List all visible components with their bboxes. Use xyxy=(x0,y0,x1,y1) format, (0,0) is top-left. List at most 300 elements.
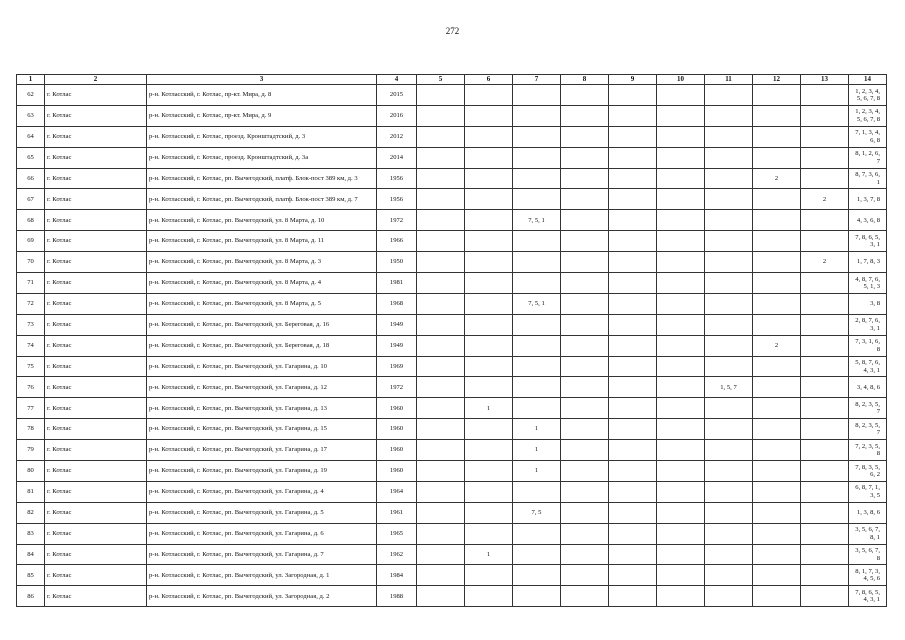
table-cell-col-13 xyxy=(801,565,849,586)
table-cell-col-13 xyxy=(801,356,849,377)
table-cell-col-10 xyxy=(657,502,705,523)
table-cell-col-9 xyxy=(609,85,657,106)
column-header-4: 4 xyxy=(377,75,417,85)
table-cell-col-6 xyxy=(465,126,513,147)
table-cell-col-6 xyxy=(465,168,513,189)
table-cell-col-7 xyxy=(513,377,561,398)
column-header-6: 6 xyxy=(465,75,513,85)
table-cell-col-9 xyxy=(609,440,657,461)
table-cell-col-11 xyxy=(705,105,753,126)
table-cell-col-5 xyxy=(417,210,465,231)
table-cell-col-14: 3, 5, 6, 7, 8 xyxy=(849,544,887,565)
table-cell-col-10 xyxy=(657,210,705,231)
table-cell-col-5 xyxy=(417,398,465,419)
table-cell-col-12 xyxy=(753,461,801,482)
table-cell-col-8 xyxy=(561,523,609,544)
table-cell-col-3: р-н. Котласский, г. Котлас, рп. Вычегодский, ул. 8 Марта, д. 10 xyxy=(147,210,377,231)
table-row xyxy=(17,231,887,252)
table-cell-col-4: 1961 xyxy=(377,502,417,523)
table-cell-col-7 xyxy=(513,481,561,502)
table-cell-col-8 xyxy=(561,398,609,419)
table-cell-col-9 xyxy=(609,189,657,210)
table-cell-col-8 xyxy=(561,189,609,210)
table-cell-col-13 xyxy=(801,335,849,356)
table-cell-col-12: 2 xyxy=(753,168,801,189)
table-cell-col-2: г. Котлас xyxy=(45,314,147,335)
column-header-12: 12 xyxy=(753,75,801,85)
table-cell-col-3: р-н. Котласский, г. Котлас, рп. Вычегодский, ул. Гагарина, д. 6 xyxy=(147,523,377,544)
table-cell-col-12 xyxy=(753,398,801,419)
table-cell-col-2: г. Котлас xyxy=(45,523,147,544)
table-cell-col-12 xyxy=(753,293,801,314)
table-cell-col-6 xyxy=(465,356,513,377)
table-cell-col-13 xyxy=(801,523,849,544)
table-cell-col-1: 85 xyxy=(17,565,45,586)
column-header-8: 8 xyxy=(561,75,609,85)
table-cell-col-3: р-н. Котласский, г. Котлас, рп. Вычегодский, ул. Гагарина, д. 19 xyxy=(147,461,377,482)
table-cell-col-5 xyxy=(417,293,465,314)
table-cell-col-6 xyxy=(465,252,513,273)
table-row xyxy=(17,85,887,106)
table-cell-col-10 xyxy=(657,314,705,335)
table-cell-col-11 xyxy=(705,147,753,168)
table-cell-col-1: 66 xyxy=(17,168,45,189)
table-cell-col-12 xyxy=(753,189,801,210)
table-cell-col-13 xyxy=(801,273,849,294)
table-cell-col-1: 64 xyxy=(17,126,45,147)
table-cell-col-8 xyxy=(561,544,609,565)
table-cell-col-11 xyxy=(705,481,753,502)
table-row xyxy=(17,461,887,482)
table-cell-col-3: р-н. Котласский, г. Котлас, проезд. Кронштадтский, д. 3а xyxy=(147,147,377,168)
table-cell-col-8 xyxy=(561,356,609,377)
table-cell-col-13 xyxy=(801,147,849,168)
table-cell-col-4: 1965 xyxy=(377,523,417,544)
table-cell-col-13 xyxy=(801,210,849,231)
table-cell-col-14: 3, 4, 8, 6 xyxy=(849,377,887,398)
table-cell-col-1: 71 xyxy=(17,273,45,294)
table-cell-col-6 xyxy=(465,523,513,544)
table-cell-col-7 xyxy=(513,252,561,273)
table-cell-col-8 xyxy=(561,147,609,168)
table-row xyxy=(17,273,887,294)
table-cell-col-9 xyxy=(609,481,657,502)
table-cell-col-6 xyxy=(465,377,513,398)
table-cell-col-1: 76 xyxy=(17,377,45,398)
table-cell-col-1: 86 xyxy=(17,586,45,607)
table-cell-col-2: г. Котлас xyxy=(45,273,147,294)
table-cell-col-10 xyxy=(657,377,705,398)
table-cell-col-13: 2 xyxy=(801,189,849,210)
table-cell-col-10 xyxy=(657,189,705,210)
table-cell-col-8 xyxy=(561,252,609,273)
table-cell-col-5 xyxy=(417,314,465,335)
table-cell-col-2: г. Котлас xyxy=(45,335,147,356)
table-cell-col-9 xyxy=(609,565,657,586)
page-number: 272 xyxy=(445,26,460,36)
table-cell-col-13 xyxy=(801,105,849,126)
table-row xyxy=(17,481,887,502)
table-cell-col-14: 8, 7, 3, 6, 1 xyxy=(849,168,887,189)
table-row xyxy=(17,147,887,168)
table-cell-col-12 xyxy=(753,126,801,147)
table-cell-col-11 xyxy=(705,356,753,377)
table-cell-col-4: 1960 xyxy=(377,419,417,440)
table-cell-col-13 xyxy=(801,314,849,335)
table-cell-col-13: 2 xyxy=(801,252,849,273)
table-row xyxy=(17,335,887,356)
table-cell-col-11 xyxy=(705,252,753,273)
table-cell-col-3: р-н. Котласский, г. Котлас, рп. Вычегодский, ул. Гагарина, д. 5 xyxy=(147,502,377,523)
table-cell-col-4: 1966 xyxy=(377,231,417,252)
table-cell-col-14: 4, 3, 6, 8 xyxy=(849,210,887,231)
table-row xyxy=(17,105,887,126)
table-cell-col-3: р-н. Котласский, г. Котлас, рп. Вычегодский, ул. Гагарина, д. 7 xyxy=(147,544,377,565)
table-cell-col-9 xyxy=(609,461,657,482)
table-cell-col-11 xyxy=(705,440,753,461)
table-cell-col-11 xyxy=(705,544,753,565)
table-cell-col-5 xyxy=(417,461,465,482)
table-cell-col-7 xyxy=(513,273,561,294)
table-cell-col-4: 2016 xyxy=(377,105,417,126)
column-header-1: 1 xyxy=(17,75,45,85)
table-cell-col-3: р-н. Котласский, г. Котлас, рп. Вычегодский, ул. Загородная, д. 2 xyxy=(147,586,377,607)
table-cell-col-10 xyxy=(657,440,705,461)
table-cell-col-14: 7, 8, 3, 5, 6, 2 xyxy=(849,461,887,482)
table-cell-col-3: р-н. Котласский, г. Котлас, рп. Вычегодский, ул. 8 Марта, д. 4 xyxy=(147,273,377,294)
table-cell-col-7 xyxy=(513,168,561,189)
table-cell-col-5 xyxy=(417,544,465,565)
table-cell-col-10 xyxy=(657,523,705,544)
table-cell-col-13 xyxy=(801,440,849,461)
table-cell-col-10 xyxy=(657,273,705,294)
table-cell-col-12 xyxy=(753,586,801,607)
table-cell-col-6 xyxy=(465,502,513,523)
table-cell-col-8 xyxy=(561,273,609,294)
table-cell-col-14: 1, 2, 3, 4, 5, 6, 7, 8 xyxy=(849,85,887,106)
table-cell-col-10 xyxy=(657,85,705,106)
table-cell-col-13 xyxy=(801,461,849,482)
table-cell-col-1: 69 xyxy=(17,231,45,252)
table-cell-col-9 xyxy=(609,147,657,168)
table-cell-col-11 xyxy=(705,419,753,440)
table-cell-col-11: 1, 5, 7 xyxy=(705,377,753,398)
table-cell-col-9 xyxy=(609,252,657,273)
table-cell-col-10 xyxy=(657,586,705,607)
table-cell-col-4: 1969 xyxy=(377,356,417,377)
table-cell-col-13 xyxy=(801,398,849,419)
table-cell-col-8 xyxy=(561,210,609,231)
table-row xyxy=(17,398,887,419)
table-cell-col-7 xyxy=(513,147,561,168)
table-cell-col-4: 1949 xyxy=(377,314,417,335)
table-cell-col-1: 79 xyxy=(17,440,45,461)
table-cell-col-14: 7, 8, 6, 5, 3, 1 xyxy=(849,231,887,252)
table-cell-col-1: 67 xyxy=(17,189,45,210)
table-cell-col-12 xyxy=(753,85,801,106)
table-cell-col-12 xyxy=(753,231,801,252)
table-row xyxy=(17,565,887,586)
table-cell-col-7: 1 xyxy=(513,419,561,440)
table-cell-col-6 xyxy=(465,273,513,294)
table-cell-col-12 xyxy=(753,419,801,440)
table-cell-col-6 xyxy=(465,481,513,502)
table-cell-col-11 xyxy=(705,189,753,210)
table-cell-col-9 xyxy=(609,398,657,419)
table-cell-col-12 xyxy=(753,502,801,523)
table-cell-col-11 xyxy=(705,565,753,586)
table-cell-col-4: 1960 xyxy=(377,440,417,461)
table-cell-col-12: 2 xyxy=(753,335,801,356)
table-cell-col-9 xyxy=(609,523,657,544)
table-cell-col-2: г. Котлас xyxy=(45,168,147,189)
table-cell-col-3: р-н. Котласский, г. Котлас, рп. Вычегодский, ул. Загородная, д. 1 xyxy=(147,565,377,586)
table-cell-col-1: 68 xyxy=(17,210,45,231)
table-cell-col-5 xyxy=(417,168,465,189)
table-cell-col-12 xyxy=(753,356,801,377)
table-row xyxy=(17,440,887,461)
table-cell-col-5 xyxy=(417,565,465,586)
table-cell-col-2: г. Котлас xyxy=(45,544,147,565)
table-cell-col-7: 1 xyxy=(513,440,561,461)
table-cell-col-4: 2012 xyxy=(377,126,417,147)
table-cell-col-13 xyxy=(801,586,849,607)
table-cell-col-1: 73 xyxy=(17,314,45,335)
table-cell-col-9 xyxy=(609,273,657,294)
table-cell-col-1: 74 xyxy=(17,335,45,356)
table-cell-col-6 xyxy=(465,314,513,335)
table-cell-col-4: 1984 xyxy=(377,565,417,586)
table-cell-col-3: р-н. Котласский, г. Котлас, рп. Вычегодский, ул. Гагарина, д. 13 xyxy=(147,398,377,419)
table-cell-col-3: р-н. Котласский, г. Котлас, рп. Вычегодский, ул. Гагарина, д. 10 xyxy=(147,356,377,377)
table-cell-col-11 xyxy=(705,586,753,607)
table-cell-col-8 xyxy=(561,126,609,147)
table-cell-col-5 xyxy=(417,105,465,126)
table-cell-col-6 xyxy=(465,565,513,586)
table-cell-col-5 xyxy=(417,126,465,147)
table-cell-col-9 xyxy=(609,377,657,398)
table-cell-col-2: г. Котлас xyxy=(45,461,147,482)
table-cell-col-7 xyxy=(513,398,561,419)
table-cell-col-1: 75 xyxy=(17,356,45,377)
table-cell-col-11 xyxy=(705,273,753,294)
table-cell-col-2: г. Котлас xyxy=(45,419,147,440)
table-cell-col-14: 7, 8, 6, 5, 4, 3, 1 xyxy=(849,586,887,607)
table-cell-col-11 xyxy=(705,502,753,523)
table-cell-col-8 xyxy=(561,586,609,607)
table-cell-col-1: 77 xyxy=(17,398,45,419)
table-cell-col-12 xyxy=(753,544,801,565)
column-header-14: 14 xyxy=(849,75,887,85)
table-cell-col-9 xyxy=(609,168,657,189)
table-cell-col-14: 8, 2, 3, 5, 7 xyxy=(849,398,887,419)
table-cell-col-2: г. Котлас xyxy=(45,147,147,168)
table-cell-col-7 xyxy=(513,105,561,126)
table-cell-col-3: р-н. Котласский, г. Котлас, рп. Вычегодский, ул. Береговая, д. 16 xyxy=(147,314,377,335)
table-row xyxy=(17,126,887,147)
table-cell-col-8 xyxy=(561,105,609,126)
table-cell-col-8 xyxy=(561,335,609,356)
table-cell-col-5 xyxy=(417,189,465,210)
table-cell-col-10 xyxy=(657,231,705,252)
table-row xyxy=(17,586,887,607)
column-header-13: 13 xyxy=(801,75,849,85)
table-cell-col-3: р-н. Котласский, г. Котлас, рп. Вычегодский, ул. Гагарина, д. 4 xyxy=(147,481,377,502)
table-cell-col-8 xyxy=(561,565,609,586)
table-cell-col-12 xyxy=(753,523,801,544)
table-cell-col-4: 1960 xyxy=(377,461,417,482)
table-cell-col-7 xyxy=(513,189,561,210)
table-row xyxy=(17,168,887,189)
table-cell-col-3: р-н. Котласский, г. Котлас, рп. Вычегодский, ул. Гагарина, д. 17 xyxy=(147,440,377,461)
table-cell-col-6: 1 xyxy=(465,398,513,419)
table-cell-col-14: 6, 8, 7, 1, 3, 5 xyxy=(849,481,887,502)
table-cell-col-10 xyxy=(657,335,705,356)
table-cell-col-4: 1949 xyxy=(377,335,417,356)
table-cell-col-2: г. Котлас xyxy=(45,398,147,419)
table-cell-col-4: 1988 xyxy=(377,586,417,607)
table-cell-col-9 xyxy=(609,586,657,607)
table-cell-col-4: 1956 xyxy=(377,189,417,210)
table-cell-col-13 xyxy=(801,377,849,398)
table-cell-col-4: 1964 xyxy=(377,481,417,502)
table-cell-col-3: р-н. Котласский, г. Котлас, рп. Вычегодский, ул. 8 Марта, д. 11 xyxy=(147,231,377,252)
table-cell-col-9 xyxy=(609,105,657,126)
table-cell-col-7: 7, 5 xyxy=(513,502,561,523)
table-cell-col-12 xyxy=(753,210,801,231)
table-row xyxy=(17,314,887,335)
table-cell-col-11 xyxy=(705,231,753,252)
table-cell-col-3: р-н. Котласский, г. Котлас, рп. Вычегодский, платф. Блок-пост 389 км, д. 3 xyxy=(147,168,377,189)
table-cell-col-10 xyxy=(657,565,705,586)
table-cell-col-5 xyxy=(417,273,465,294)
table-cell-col-5 xyxy=(417,377,465,398)
table-cell-col-2: г. Котлас xyxy=(45,565,147,586)
table-cell-col-11 xyxy=(705,126,753,147)
data-table xyxy=(16,74,887,607)
table-cell-col-4: 1972 xyxy=(377,210,417,231)
table-cell-col-7: 7, 5, 1 xyxy=(513,293,561,314)
table-cell-col-7: 1 xyxy=(513,461,561,482)
table-cell-col-13 xyxy=(801,231,849,252)
table-cell-col-1: 80 xyxy=(17,461,45,482)
table-body xyxy=(17,85,887,607)
table-cell-col-11 xyxy=(705,335,753,356)
column-header-2: 2 xyxy=(45,75,147,85)
table-cell-col-5 xyxy=(417,85,465,106)
table-cell-col-2: г. Котлас xyxy=(45,189,147,210)
table-cell-col-3: р-н. Котласский, г. Котлас, рп. Вычегодский, ул. Береговая, д. 18 xyxy=(147,335,377,356)
table-cell-col-7 xyxy=(513,314,561,335)
table-cell-col-6 xyxy=(465,335,513,356)
table-cell-col-3: р-н. Котласский, г. Котлас, рп. Вычегодский, ул. 8 Марта, д. 5 xyxy=(147,293,377,314)
table-cell-col-9 xyxy=(609,356,657,377)
table-cell-col-12 xyxy=(753,147,801,168)
table-cell-col-12 xyxy=(753,252,801,273)
table-cell-col-2: г. Котлас xyxy=(45,231,147,252)
table-cell-col-6 xyxy=(465,147,513,168)
table-cell-col-12 xyxy=(753,481,801,502)
table-cell-col-3: р-н. Котласский, г. Котлас, пр-кт. Мира, д. 8 xyxy=(147,85,377,106)
table-cell-col-12 xyxy=(753,314,801,335)
table-cell-col-5 xyxy=(417,147,465,168)
table-row xyxy=(17,544,887,565)
table-cell-col-10 xyxy=(657,481,705,502)
table-cell-col-8 xyxy=(561,502,609,523)
table-cell-col-2: г. Котлас xyxy=(45,126,147,147)
table-cell-col-6 xyxy=(465,461,513,482)
table-cell-col-3: р-н. Котласский, г. Котлас, рп. Вычегодский, ул. 8 Марта, д. 3 xyxy=(147,252,377,273)
table-cell-col-1: 81 xyxy=(17,481,45,502)
table-cell-col-10 xyxy=(657,461,705,482)
table-row xyxy=(17,210,887,231)
table-cell-col-2: г. Котлас xyxy=(45,377,147,398)
table-row xyxy=(17,502,887,523)
table-cell-col-1: 83 xyxy=(17,523,45,544)
table-cell-col-11 xyxy=(705,523,753,544)
table-cell-col-8 xyxy=(561,85,609,106)
table-cell-col-2: г. Котлас xyxy=(45,586,147,607)
table-cell-col-8 xyxy=(561,293,609,314)
table-cell-col-12 xyxy=(753,565,801,586)
table-cell-col-8 xyxy=(561,377,609,398)
table-cell-col-14: 1, 7, 8, 3 xyxy=(849,252,887,273)
table-cell-col-2: г. Котлас xyxy=(45,293,147,314)
table-cell-col-7 xyxy=(513,335,561,356)
table-cell-col-7 xyxy=(513,544,561,565)
table-row xyxy=(17,523,887,544)
table-cell-col-1: 82 xyxy=(17,502,45,523)
table-cell-col-13 xyxy=(801,85,849,106)
table-cell-col-8 xyxy=(561,481,609,502)
table-cell-col-6 xyxy=(465,586,513,607)
table-row xyxy=(17,356,887,377)
table-cell-col-10 xyxy=(657,168,705,189)
table-cell-col-13 xyxy=(801,481,849,502)
table-cell-col-9 xyxy=(609,293,657,314)
table-cell-col-14: 3, 8 xyxy=(849,293,887,314)
table-cell-col-6 xyxy=(465,231,513,252)
table-cell-col-9 xyxy=(609,335,657,356)
table-cell-col-14: 5, 8, 7, 6, 4, 3, 1 xyxy=(849,356,887,377)
table-cell-col-5 xyxy=(417,523,465,544)
table-cell-col-4: 1956 xyxy=(377,168,417,189)
table-cell-col-4: 1972 xyxy=(377,377,417,398)
table-cell-col-6 xyxy=(465,210,513,231)
table-cell-col-10 xyxy=(657,293,705,314)
table-cell-col-6 xyxy=(465,419,513,440)
column-header-11: 11 xyxy=(705,75,753,85)
table-cell-col-14: 8, 1, 7, 3, 4, 5, 6 xyxy=(849,565,887,586)
table-cell-col-7 xyxy=(513,85,561,106)
table-cell-col-10 xyxy=(657,252,705,273)
table-cell-col-1: 65 xyxy=(17,147,45,168)
table-cell-col-6 xyxy=(465,440,513,461)
table-cell-col-14: 1, 3, 8, 6 xyxy=(849,502,887,523)
table-cell-col-6 xyxy=(465,189,513,210)
table-cell-col-2: г. Котлас xyxy=(45,252,147,273)
table-cell-col-8 xyxy=(561,168,609,189)
table-cell-col-10 xyxy=(657,419,705,440)
table-cell-col-8 xyxy=(561,440,609,461)
table-cell-col-14: 2, 8, 7, 6, 3, 1 xyxy=(849,314,887,335)
table-cell-col-10 xyxy=(657,544,705,565)
table-cell-col-1: 72 xyxy=(17,293,45,314)
table-cell-col-2: г. Котлас xyxy=(45,356,147,377)
table-cell-col-8 xyxy=(561,231,609,252)
table-cell-col-14: 1, 3, 7, 8 xyxy=(849,189,887,210)
table-cell-col-5 xyxy=(417,440,465,461)
